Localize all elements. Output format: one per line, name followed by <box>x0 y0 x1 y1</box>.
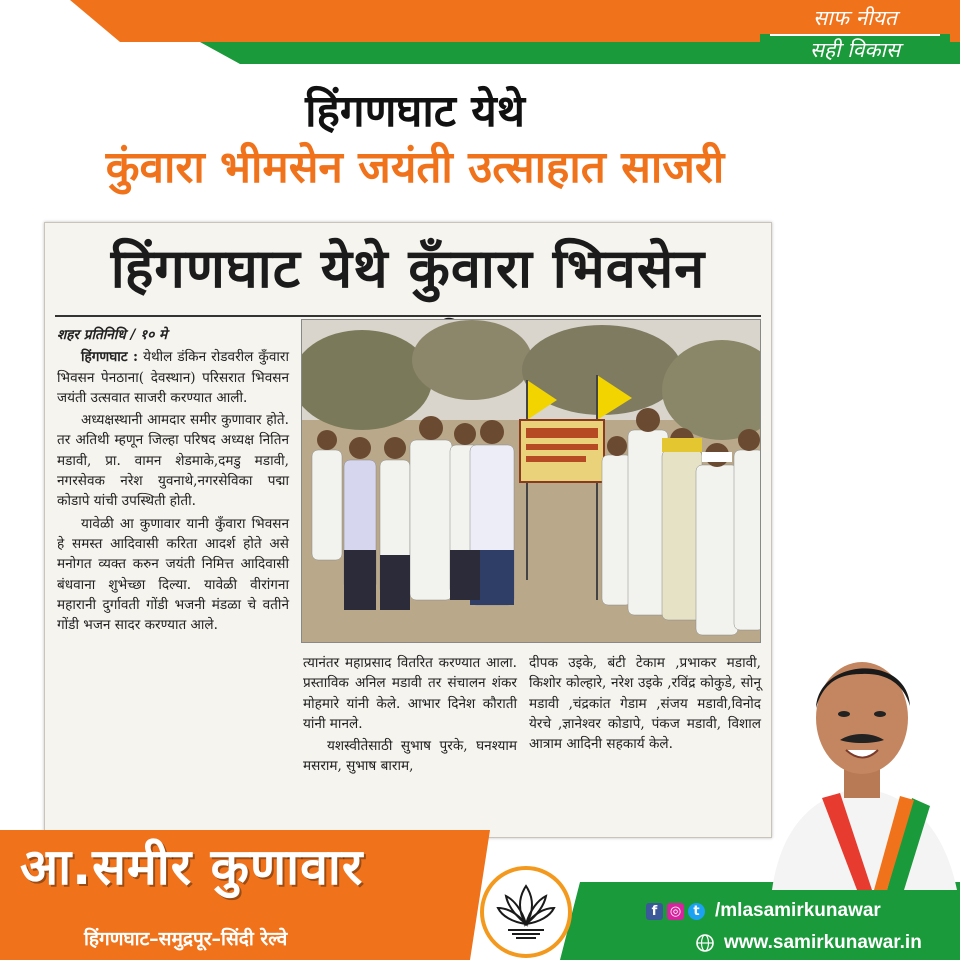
instagram-icon[interactable]: ◎ <box>667 903 684 920</box>
event-photo <box>301 319 761 643</box>
website-url[interactable]: www.samirkunawar.in <box>724 932 922 953</box>
headline-line1: हिंगणघाट येथे <box>305 86 525 137</box>
article-column-left <box>57 325 289 635</box>
newspaper-clipping <box>44 222 772 838</box>
clipping-rule <box>55 315 761 317</box>
article-dateline: शहर प्रतिनिधि / १० मे <box>57 327 168 343</box>
twitter-icon[interactable]: t <box>688 903 705 920</box>
social-links <box>646 896 881 926</box>
lotus-icon <box>490 876 562 948</box>
article-paragraph: अध्यक्षस्थानी आमदार समीर कुणावार होते. तर अतिथी म्हणून जिल्हा परिषद अध्यक्ष नितिन मडावी, प्रा. वामन शेडमाके,दमडु मडावी, नगरसेवक नरेश युवनाथे,नगरसेविका पद्मा कोडापे यांची उपस्थिती होती. <box>57 412 289 510</box>
constituency: हिंगणघाट–समुद्रपूर–सिंदी रेल्वे <box>84 928 288 950</box>
slogan-line2: सही विकास <box>770 34 940 64</box>
slogan <box>770 4 940 64</box>
article-paragraph: यावेळी आ कुणावार यानी कुँवारा भिवसन हे समस्त आदिवासी करिता आदर्श होते असे मनोगत व्यक्त करुन जयंती निमित्त आदिवासी बंधवाना शुभेच्छा दिल्या. यावेळी वीरांगना महारानी दुर्गावती गोंडी भजनी मंडळा चे वतीने गोंडी भजन सादर करण्यात आले. <box>57 515 289 634</box>
facebook-icon[interactable]: f <box>646 903 663 920</box>
article-paragraph: यशस्वीतेसाठी सुभाष पुरके, घनश्याम मसराम, सुभाष बाराम, <box>303 738 517 775</box>
headline <box>0 84 830 196</box>
top-band <box>0 0 960 80</box>
article-place: हिंगणघाट : <box>81 349 139 366</box>
politician-portrait <box>762 628 960 890</box>
social-handle[interactable]: /mlasamirkunawar <box>715 900 881 921</box>
article-paragraph: त्यानंतर महाप्रसाद वितरित करण्यात आला. प्रस्ताविक अनिल मडावी तर संचालन शंकर मोहमारे यांनी केले. आभार दिनेश कौराती यांनी मानले. <box>303 655 517 732</box>
headline-line2: कुंवारा भीमसेन जयंती उत्साहात साजरी <box>105 142 725 193</box>
clipping-title: हिंगणघाट येथे कुँवारा भिवसेन <box>110 237 706 300</box>
party-logo <box>480 866 572 958</box>
lotus-watermark-icon <box>0 0 26 26</box>
website-link <box>696 930 922 956</box>
article-paragraph-text: येथील डंकिन रोडवरील कुँवारा भिवसन पेनठाना( देवस्थान) परिसरात भिवसन जयंती उत्सवात साजरी करण्यात आली. <box>57 349 289 406</box>
event-photo-illustration <box>302 320 761 643</box>
article-column-middle <box>303 653 517 777</box>
article-paragraph: दीपक उइके, बंटी टेकाम ,प्रभाकर मडावी, किशोर कोल्हारे, नरेश उइके ,रविंद्र कोकुडे, सोनू मडावी ,चंद्रकांत गेडाम ,संजय मडावी,विनोद येरचे ,ज्ञानेश्वर कोडापे, पंकज मडावी, विशाल आत्राम आदिनी सहकार्य केले. <box>529 655 761 753</box>
article-column-right <box>529 653 761 754</box>
slogan-line1: साफ नीयत <box>813 6 897 30</box>
politician-name: आ.समीर कुणावार <box>20 838 364 896</box>
article-paragraph <box>57 347 289 408</box>
globe-icon <box>696 934 714 952</box>
